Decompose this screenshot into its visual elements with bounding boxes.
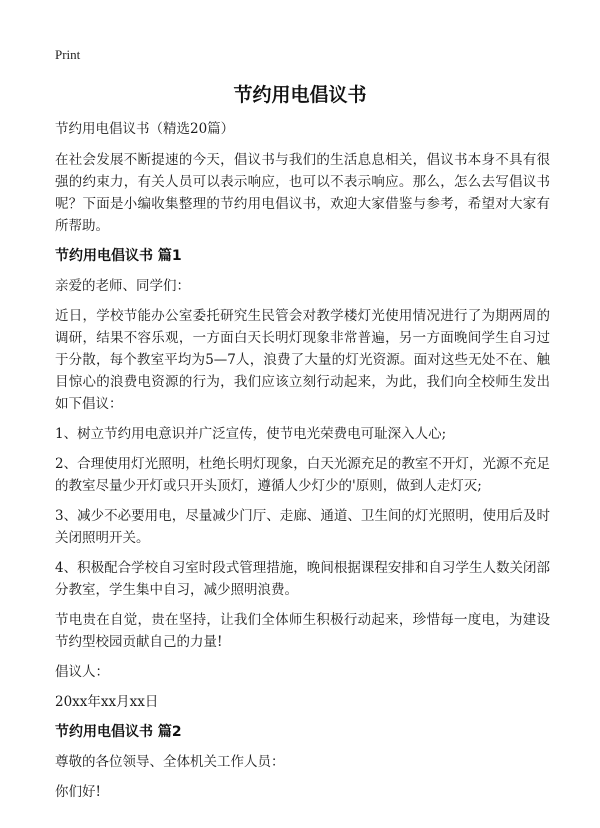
section-1-date: 20xx年xx月xx日 [55,694,159,710]
section-2-greeting: 尊敬的各位领导、全体机关工作人员： [55,754,285,770]
proposal-item-4: 4、积极配合学校自习室时段式管理措施，晚间根据课程安排和自习学生人数关闭部分教室，学生集中自习，减少照明浪费。 [55,560,550,598]
document-body [55,118,550,811]
section-1-greeting: 亲爱的老师、同学们： [55,278,190,294]
section-1-signature: 倡议人： [55,664,109,680]
intro-paragraph: 在社会发展不断提速的今天，倡议书与我们的生活息息相关，倡议书本身不具有很强的约束力，有关人员可以表示响应，也可以不表示响应。那么，怎么去写倡议书呢？下面是小编收集整理的节约用电倡议书，欢迎大家借鉴与参考，希望对大家有所帮助。 [55,152,550,234]
document-subtitle: 节约用电倡议书（精选20篇） [55,121,235,137]
section-1-closing: 节电贵在自觉，贵在坚持，让我们全体师生积极行动起来，珍惜每一度电，为建设节约型校园贡献自己的力量! [55,612,550,650]
section-2-heading: 节约用电倡议书 篇2 [55,724,182,740]
section-2-salutation: 你们好! [55,784,101,800]
proposal-item-1: 1、树立节约用电意识并广泛宣传，使节电光荣费电可耻深入人心; [55,426,447,442]
print-link[interactable]: Print [55,47,81,62]
section-1-heading: 节约用电倡议书 篇1 [55,248,182,264]
document-title: 节约用电倡议书 [233,84,367,106]
section-1-paragraph: 近日，学校节能办公室委托研究生民管会对教学楼灯光使用情况进行了为期两周的调研，结果不容乐观，一方面白天长明灯现象非常普遍，另一方面晚间学生自习过于分散，每个教室平均为5—7人，浪费了大量的灯光资源。面对这些无处不在、触目惊心的浪费电资源的行为，我们应该立刻行动起来，为此，我们向全校师生发出如下倡议： [55,308,550,412]
proposal-item-3: 3、减少不必要用电，尽量减少门厅、走廊、通道、卫生间的灯光照明，使用后及时关闭照明开关。 [55,508,550,546]
proposal-item-2: 2、合理使用灯光照明，杜绝长明灯现象，白天光源充足的教室不开灯，光源不充足的教室尽量少开灯或只开头顶灯，遵循人少灯少的'原则，做到人走灯灭; [55,456,550,494]
